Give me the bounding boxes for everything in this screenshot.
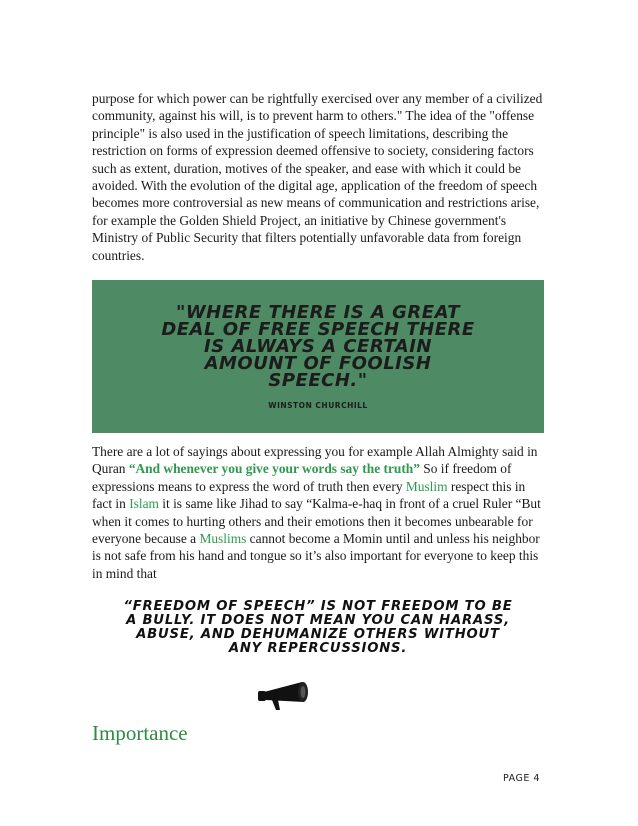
quote-image-text: “FREEDOM OF SPEECH” IS NOT FREEDOM TO BE A BULLY. IT DOES NOT MEAN YOU CAN HARASS, ABUSE, AND DEHUMANIZE OTHERS WITHOUT ANY REPERCUSSIONS. — [123, 599, 513, 656]
muslim-link[interactable]: Muslim — [405, 478, 448, 494]
paragraph-text: it is same like Jihad to say “Kalma-e-haq in front of a cruel Ruler “But when it comes to hurting others and their emotions then it becomes unbearable for everyone because a — [92, 496, 541, 547]
body-paragraph-2 — [92, 443, 544, 582]
churchill-quote-image — [92, 280, 544, 433]
muslims-link[interactable]: Muslims — [199, 531, 247, 547]
body-paragraph-1: purpose for which power can be rightfully exercised over any member of a civilized community, against his will, is to prevent harm to others." The idea of the "offense principle" is also used in the justification of speech limitations, describing the restriction on forms of expression deemed offensive to society, considering factors such as extent, duration, motives of the speaker, and ease with which it could be avoided. With the evolution of the digital age, application of the freedom of speech becomes more controversial as new means of communication and restrictions arise, for example the Golden Shield Project, an initiative by Chinese government's Ministry of Public Security that filters potentially unfavorable data from foreign countries. — [92, 91, 543, 263]
paragraph-text: respect this in fact in — [92, 478, 526, 512]
freedom-of-speech-quote-image — [118, 600, 518, 690]
paragraph-text: So if freedom of expressions means to express the word of truth then every — [92, 461, 512, 494]
megaphone-icon — [250, 678, 330, 712]
section-heading: Importance — [92, 721, 188, 745]
quran-quote: “And whenever you give your words say the truth” — [128, 461, 420, 477]
page-number: PAGE 4 — [503, 773, 540, 784]
quote-image-author: WINSTON CHURCHILL — [268, 400, 368, 410]
paragraph-text: There are a lot of sayings about expressing you for example Allah Almighty said in Quran — [92, 444, 538, 477]
islam-link[interactable]: Islam — [129, 496, 159, 512]
quote-image-text: "WHERE THERE IS A GREAT DEAL OF FREE SPEECH THERE IS ALWAYS A CERTAIN AMOUNT OF FOOLISH SPEECH." — [161, 301, 475, 391]
paragraph-text: cannot become a Momin until and unless his neighbor is not safe from his hand and tongue so it’s also important for everyone to keep this in mind that — [92, 531, 540, 581]
